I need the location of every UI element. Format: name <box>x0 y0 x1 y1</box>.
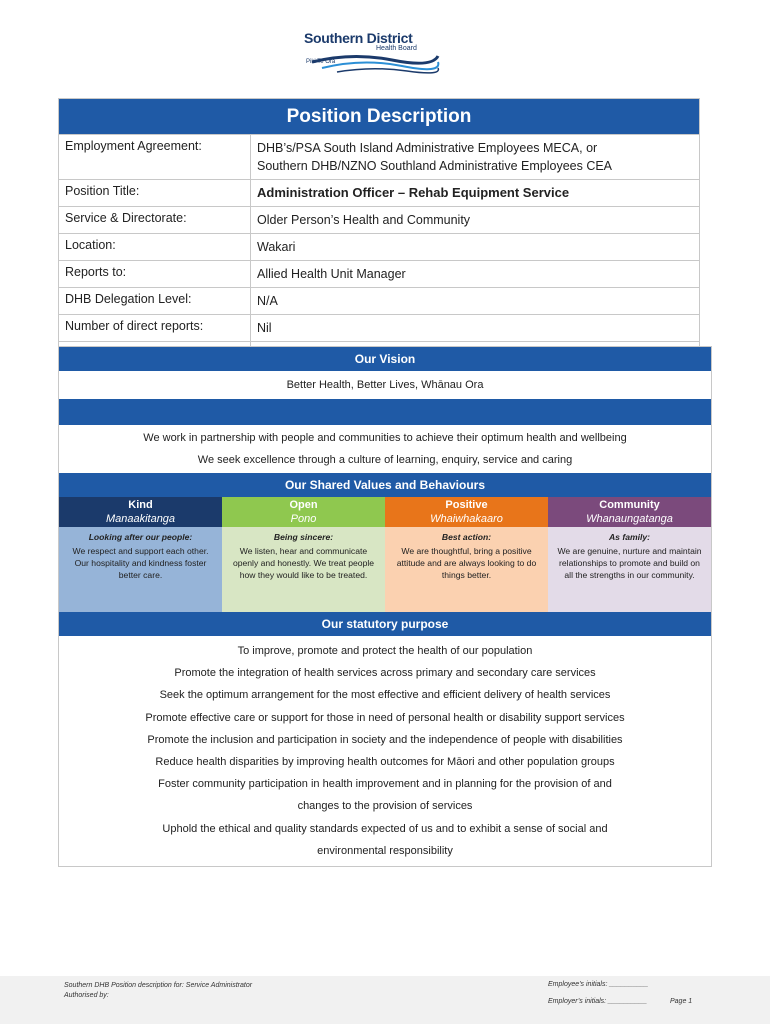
purpose-line: Uphold the ethical and quality standards expected of us and to exhibit a sense of social and <box>162 822 608 835</box>
value-lead: Best action: <box>441 532 492 542</box>
position-title-value: Administration Officer – Rehab Equipment Service <box>257 185 570 200</box>
values-heading: Our Shared Values and Behaviours <box>59 473 711 497</box>
footer-doc-info: Southern DHB Position description for: Service Administrator <box>64 982 253 989</box>
value-header <box>548 497 711 527</box>
vision-statement: Better Health, Better Lives, Whānau Ora <box>286 379 484 391</box>
position-description-table <box>58 98 700 369</box>
value-card-kind <box>59 497 222 612</box>
row-label: DHB Delegation Level: <box>59 288 251 314</box>
row-value: Older Person’s Health and Community <box>257 213 471 227</box>
table-row <box>59 287 699 314</box>
purpose-line: Seek the optimum arrangement for the most effective and efficient delivery of health services <box>159 689 611 702</box>
vision-line: We seek excellence through a culture of learning, enquiry, service and caring <box>197 454 573 466</box>
row-label: Reports to: <box>59 261 251 287</box>
logo-tagline: Piki Te Ora <box>306 59 336 65</box>
row-value-line: DHB’s/PSA South Island Administrative Employees MECA, or <box>257 141 598 155</box>
value-header <box>59 497 222 527</box>
value-lead: Being sincere: <box>273 532 334 542</box>
value-maori-name: Manaakitanga <box>105 513 176 525</box>
employer-initials: Employer’s initials: __________ <box>548 998 647 1005</box>
value-lead: As family: <box>608 532 651 542</box>
row-value-line: Southern DHB/NZNO Southland Administrative Employees CEA <box>257 159 613 173</box>
purpose-heading: Our statutory purpose <box>59 612 711 636</box>
value-maori-name: Whaiwhakaaro <box>430 513 503 525</box>
logo-subtitle: Health Board <box>376 45 417 52</box>
value-body <box>222 527 385 612</box>
row-value: Allied Health Unit Manager <box>257 267 406 281</box>
purpose-line: To improve, promote and protect the health of our population <box>237 645 533 657</box>
purpose-line: Promote the inclusion and participation in society and the independence of people with disabilities <box>147 733 623 746</box>
value-text: We are genuine, nurture and maintain relationships to promote and build on all the strengths in our community. <box>557 546 702 580</box>
logo-name: Southern District <box>304 30 413 46</box>
value-body <box>548 527 711 612</box>
page-title: Position Description <box>59 99 699 134</box>
row-label: Number of direct reports: <box>59 315 251 341</box>
row-value: Nil <box>257 321 272 335</box>
purpose-line: Promote the integration of health services across primary and secondary care services <box>174 667 596 680</box>
vision-values-purpose-section <box>58 346 712 867</box>
footer-left <box>64 981 252 1001</box>
purpose-line: Promote effective care or support for those in need of personal health or disability support services <box>145 711 625 724</box>
value-text: We listen, hear and communicate openly and honestly. We treat people how they would like to be treated. <box>232 546 375 580</box>
footer-authorised-by: Authorised by: <box>64 992 109 999</box>
row-value: N/A <box>257 294 278 308</box>
row-label: Service & Directorate: <box>59 207 251 233</box>
table-row <box>59 260 699 287</box>
value-name: Community <box>599 499 660 511</box>
vision-heading: Our Vision <box>59 347 711 371</box>
section-divider-bar <box>59 399 711 425</box>
value-header <box>385 497 548 527</box>
page-footer <box>0 976 770 1024</box>
purpose-line: changes to the provision of services <box>297 800 473 813</box>
value-text: We are thoughtful, bring a positive attitude and are always looking to do things better. <box>396 546 537 580</box>
value-body <box>385 527 548 612</box>
value-maori-name: Pono <box>290 513 317 525</box>
value-header <box>222 497 385 527</box>
table-row <box>59 233 699 260</box>
purpose-list <box>59 636 711 866</box>
table-row <box>59 134 699 179</box>
value-body <box>59 527 222 612</box>
row-value: Wakari <box>257 240 296 254</box>
purpose-line: Reduce health disparities by improving health outcomes for Māori and other population groups <box>155 755 615 768</box>
value-name: Kind <box>128 499 153 511</box>
table-row <box>59 179 699 206</box>
values-grid <box>59 497 711 612</box>
row-label: Location: <box>59 234 251 260</box>
purpose-line: environmental responsibility <box>317 844 453 857</box>
value-text: We respect and support each other. Our hospitality and kindness foster better care. <box>72 546 209 580</box>
value-name: Open <box>289 499 318 511</box>
row-label: Position Title: <box>59 180 251 206</box>
page-number: Page 1 <box>670 998 693 1005</box>
value-card-community <box>548 497 711 612</box>
southern-dhb-logo <box>292 28 442 74</box>
table-row <box>59 314 699 341</box>
value-lead: Looking after our people: <box>88 532 193 542</box>
table-row <box>59 206 699 233</box>
vision-line: We work in partnership with people and communities to achieve their optimum health and wellbeing <box>143 432 627 444</box>
value-name: Positive <box>445 499 488 511</box>
employee-initials: Employee’s initials: __________ <box>548 981 649 988</box>
purpose-line: Foster community participation in health improvement and in planning for the provision of and <box>158 778 612 791</box>
value-card-positive <box>385 497 548 612</box>
row-label: Employment Agreement: <box>59 135 251 179</box>
value-card-open <box>222 497 385 612</box>
row-value <box>251 135 699 179</box>
value-maori-name: Whanaungatanga <box>586 513 673 525</box>
